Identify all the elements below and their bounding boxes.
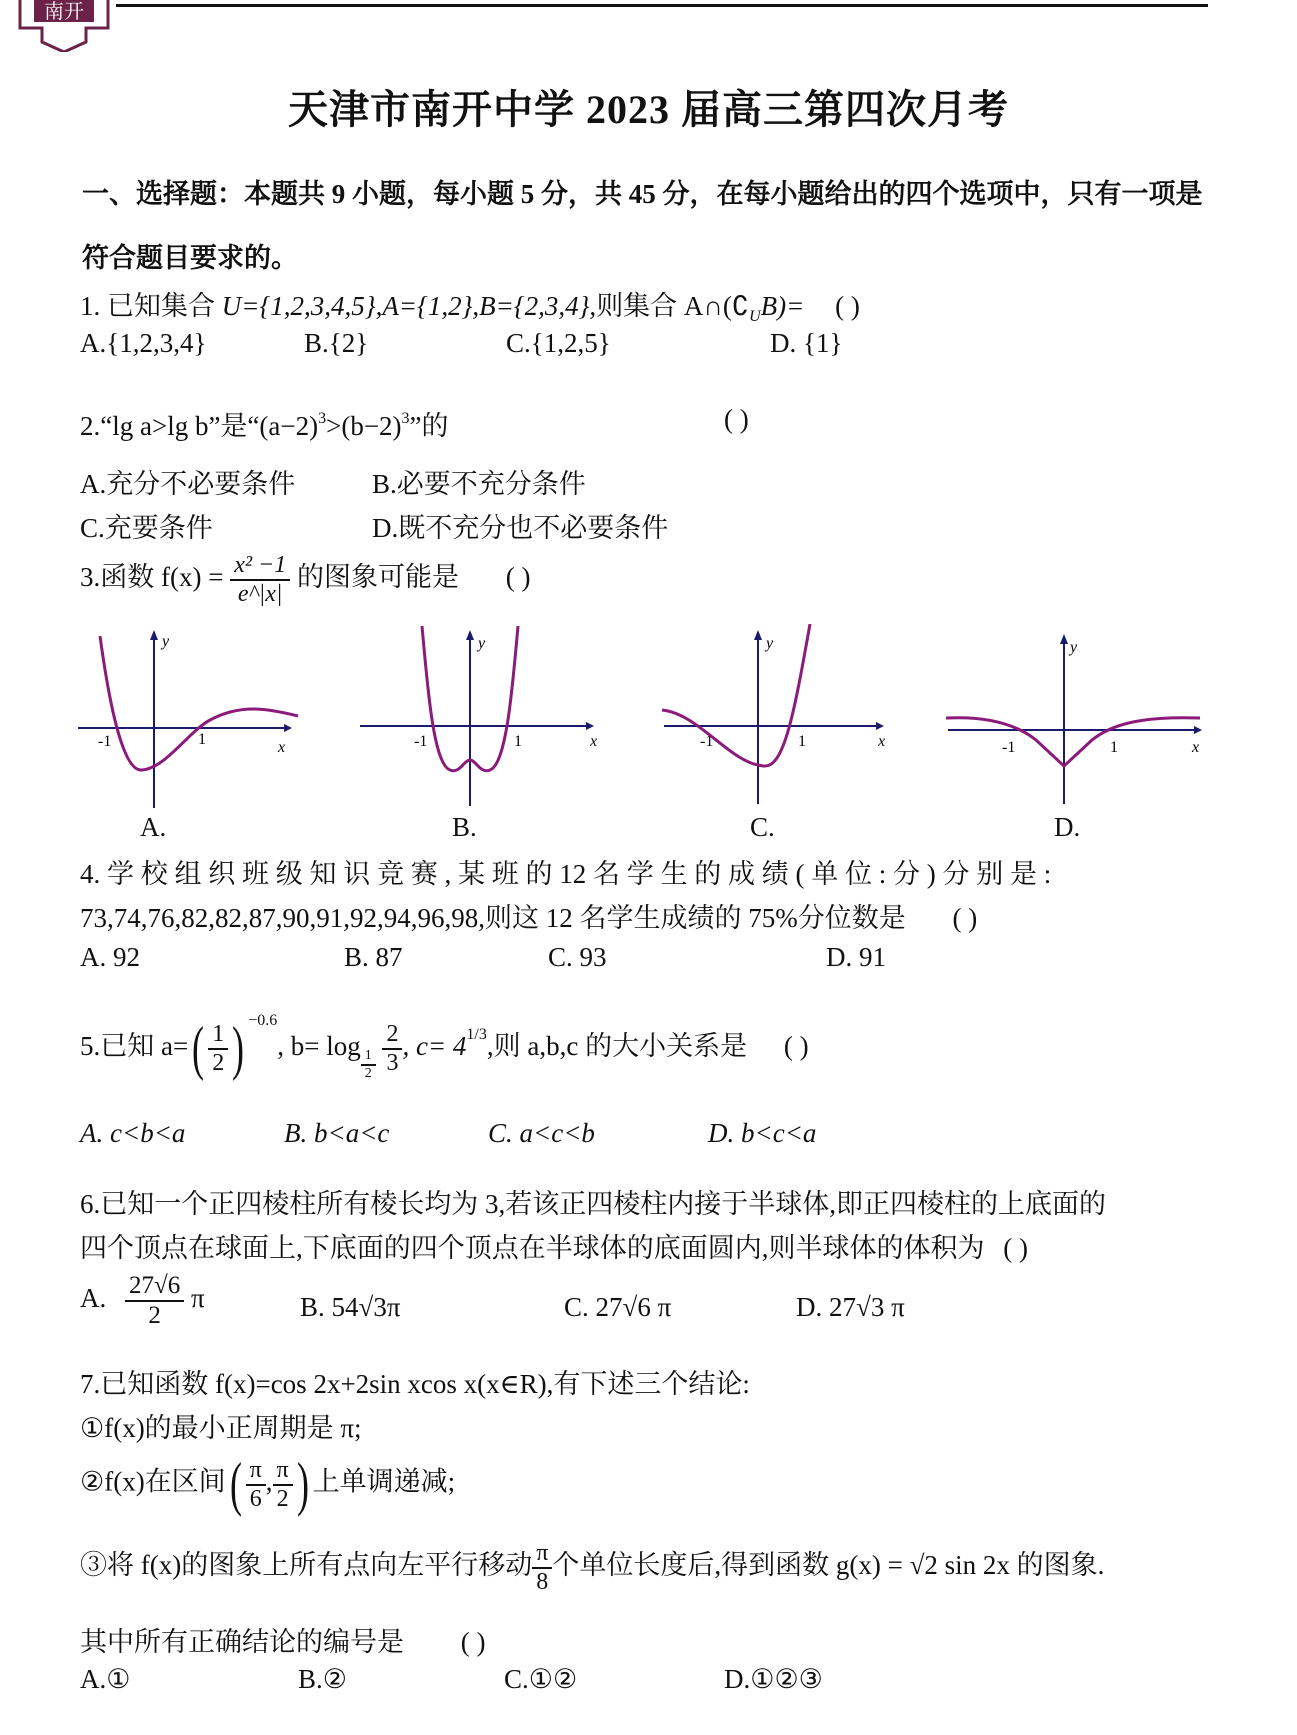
q7-question: 其中所有正确结论的编号是 ( ) bbox=[80, 1627, 486, 1657]
q7-option-b: B.② bbox=[298, 1664, 347, 1694]
header-rule bbox=[116, 4, 1208, 7]
q7-option-a: A.① bbox=[80, 1664, 131, 1694]
q1-option-a: A.{1,2,3,4} bbox=[80, 328, 207, 358]
q3-graph-a bbox=[70, 624, 320, 824]
q6-option-a: A. $\frac{27√6}{2}$ π bbox=[80, 1272, 205, 1329]
svg-text:x: x bbox=[590, 733, 598, 750]
svg-text:1: 1 bbox=[798, 733, 806, 750]
q6-option-b: B. 54√3π bbox=[300, 1292, 401, 1322]
q4-option-a: A. 92 bbox=[80, 942, 140, 972]
q6-option-c: C. 27√6 π bbox=[564, 1292, 672, 1322]
svg-text:y: y bbox=[478, 635, 486, 652]
q1-answer-paren: ( ) bbox=[835, 291, 860, 321]
q1-option-d: D. {1} bbox=[770, 328, 843, 358]
q3-graph-c bbox=[660, 624, 910, 824]
svg-text:-1: -1 bbox=[414, 733, 428, 750]
q3-graph-b bbox=[354, 624, 604, 824]
q4-option-c: C. 93 bbox=[548, 942, 607, 972]
svg-text:x: x bbox=[878, 733, 886, 750]
q1-option-b: B.{2} bbox=[304, 328, 369, 358]
svg-text:y: y bbox=[162, 633, 170, 650]
section-heading: 一、选择题：本题共 9 小题，每小题 5 分，共 45 分，在每小题给出的四个选项中，只有一项是符合题目要求的。 bbox=[82, 179, 1203, 273]
q7-conclusion-2: ②f(x)在区间( $\frac{\pi}{6}$ , $\frac{\pi}{2}$ ) 上单调递减; bbox=[80, 1451, 456, 1517]
q2-option-a: A.充分不必要条件 bbox=[80, 469, 296, 499]
q7-conclusion-1: ①f(x)的最小正周期是 π; bbox=[80, 1413, 362, 1443]
q4-stem-line2: 73,74,76,82,82,87,90,91,92,94,96,98,则这 12 名学生成绩的 75%分位数是 ( ) bbox=[80, 903, 978, 933]
svg-text:-1: -1 bbox=[700, 733, 714, 750]
svg-text:y: y bbox=[766, 635, 774, 652]
q1-stem: 1. 已知集合 U={1,2,3,4,5},A={1,2},B={2,3,4},则集合 $A\cap(∁_UB)=$ ( ) bbox=[80, 291, 860, 325]
q2-option-d: D.既不充分也不必要条件 bbox=[372, 513, 669, 543]
q2-answer-paren: ( ) bbox=[724, 404, 749, 434]
q2-option-c: C.充要条件 bbox=[80, 513, 213, 543]
q5-option-a: A. c<b<a bbox=[80, 1118, 186, 1148]
q5-option-c: C. a<c<b bbox=[488, 1118, 595, 1148]
q6-option-d: D. 27√3 π bbox=[796, 1292, 905, 1322]
q3-option-a: A. bbox=[140, 812, 167, 842]
school-logo bbox=[14, 0, 114, 52]
q3-option-d: D. bbox=[1054, 812, 1081, 842]
q3-graph-d bbox=[946, 624, 1206, 824]
q7-stem: 7.已知函数 f(x)=cos 2x+2sin xcos x(x∈R),有下述三个结论: bbox=[80, 1369, 750, 1399]
svg-text:1: 1 bbox=[1110, 739, 1118, 756]
svg-text:1: 1 bbox=[514, 733, 522, 750]
q1-option-c: C.{1,2,5} bbox=[506, 328, 611, 358]
q7-conclusion-3: ③将 f(x)的图象上所有点向左平行移动 $\frac{\pi}{8}$ 个单位长度后,得到函数 g(x) = √2 sin 2x 的图象. bbox=[80, 1540, 1105, 1595]
svg-text:-1: -1 bbox=[1002, 739, 1016, 756]
svg-text:x: x bbox=[1192, 739, 1200, 756]
q2-option-b: B.必要不充分条件 bbox=[372, 469, 586, 499]
svg-text:1: 1 bbox=[198, 731, 206, 748]
q6-stem-line2: 四个顶点在球面上,下底面的四个顶点在半球体的底面圆内,则半球体的体积为 ( ) bbox=[80, 1233, 1028, 1263]
q4-stem-line1: 4. 学 校 组 织 班 级 知 识 竞 赛 , 某 班 的 12 名 学 生 的 成 绩 ( 单 位 : 分 ) 分 别 是 : bbox=[80, 859, 1052, 889]
q2-stem: 2.“lg a>lg b”是“$(a-2)^3>(b-2)^3$”的 bbox=[80, 410, 449, 441]
q3-option-c: C. bbox=[750, 812, 775, 842]
page-title: 天津市南开中学 2023 届高三第四次月考 bbox=[288, 87, 1009, 132]
q5-option-b: B. b<a<c bbox=[284, 1118, 390, 1148]
svg-text:-1: -1 bbox=[98, 733, 112, 750]
q5-stem: 5.已知 a=( $\frac{1}{2}$ ) $^{-0.6}$, b= log $\frac{1}{2}$ $\frac{2}{3}$ , $c= 4^{1/3}$,则 a,b,c 的大小关系是 ( ) bbox=[80, 1012, 809, 1082]
svg-text:x: x bbox=[278, 739, 286, 756]
q7-option-c: C.①② bbox=[504, 1664, 578, 1694]
svg-text:y: y bbox=[1070, 639, 1078, 656]
q5-option-d: D. b<c<a bbox=[708, 1118, 817, 1148]
q3-stem: 3.函数 f(x) = $\frac{\text{x² −1}}{e\^{}|x|}$ 的图象可能是 ( ) bbox=[80, 552, 531, 607]
q3-fraction: $\frac{\text{x² −1}}{e\^{}|x|}$ bbox=[230, 552, 290, 608]
logo-text: 南开 bbox=[44, 0, 84, 23]
q4-option-b: B. 87 bbox=[344, 942, 403, 972]
q3-option-b: B. bbox=[452, 812, 477, 842]
q6-stem-line1: 6.已知一个正四棱柱所有棱长均为 3,若该正四棱柱内接于半球体,即正四棱柱的上底面的 bbox=[80, 1189, 1106, 1219]
q4-option-d: D. 91 bbox=[826, 942, 886, 972]
q7-option-d: D.①②③ bbox=[724, 1664, 823, 1694]
